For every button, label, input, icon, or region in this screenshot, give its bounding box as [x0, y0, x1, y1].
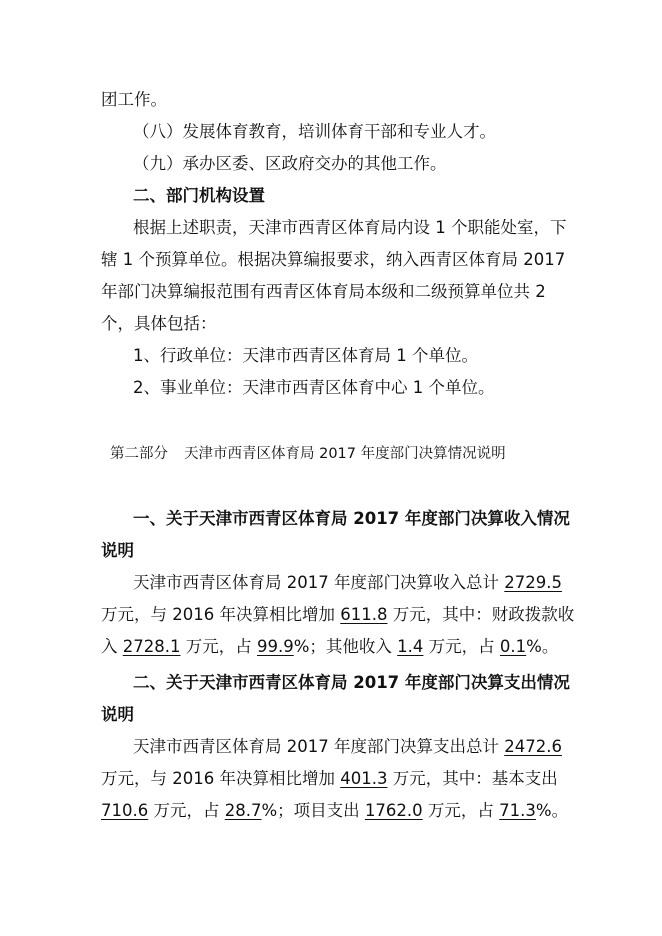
fiscal-income-pct: 99.9 [256, 637, 294, 656]
expense-heading: 二、关于天津市西青区体育局 2017 年度部门决算支出情况 [133, 673, 570, 692]
part-title-text: 天津市西青区体育局 2017 年度部门决算情况说明 [184, 446, 506, 462]
list-item: 1、行政单位：天津市西青区体育局 1 个单位。 [133, 346, 478, 365]
text-line: 团工作。 [101, 90, 167, 109]
income-increase: 611.8 [340, 605, 388, 624]
income-total: 2729.5 [504, 573, 562, 592]
list-item-9: （九）承办区委、区政府交办的其他工作。 [133, 154, 447, 173]
income-paragraph-line: 天津市西青区体育局 2017 年度部门决算收入总计 2729.5 [133, 573, 562, 592]
list-item-8: （八）发展体育教育，培训体育干部和专业人才。 [133, 122, 496, 141]
part-label: 第二部分 [110, 446, 168, 462]
other-income-pct: 0.1 [499, 637, 527, 656]
expense-heading-cont: 说明 [101, 705, 134, 724]
expense-total: 2472.6 [504, 737, 562, 756]
paragraph-line: 根据上述职责，天津市西青区体育局内设 1 个职能处室，下 [133, 218, 567, 237]
project-expense-pct: 71.3 [499, 801, 536, 820]
basic-expense: 710.6 [101, 801, 149, 820]
expense-paragraph-line: 天津市西青区体育局 2017 年度部门决算支出总计 2472.6 [133, 737, 562, 756]
expense-paragraph-line: 710.6 万元，占 28.7%；项目支出 1762.0 万元，占 71.3%。 [101, 801, 569, 820]
project-expense: 1762.0 [364, 801, 423, 820]
paragraph-line: 辖 1 个预算单位。根据决算编报要求，纳入西青区体育局 2017 [101, 250, 566, 269]
other-income: 1.4 [397, 637, 424, 656]
basic-expense-pct: 28.7 [224, 801, 262, 820]
paragraph-line: 年部门决算编报范围有西青区体育局本级和二级预算单位共 2 [101, 282, 546, 301]
section-heading: 二、部门机构设置 [133, 186, 265, 205]
income-paragraph-line: 万元，与 2016 年决算相比增加 611.8 万元，其中：财政拨款收 [101, 605, 575, 624]
paragraph-line: 个，具体包括： [101, 314, 217, 333]
fiscal-income: 2728.1 [122, 637, 181, 656]
income-heading-cont: 说明 [101, 541, 134, 560]
list-item: 2、事业单位：天津市西青区体育中心 1 个单位。 [133, 378, 495, 397]
expense-paragraph-line: 万元，与 2016 年决算相比增加 401.3 万元，其中：基本支出 [101, 769, 558, 788]
expense-increase: 401.3 [340, 769, 388, 788]
income-heading: 一、关于天津市西青区体育局 2017 年度部门决算收入情况 [133, 509, 570, 528]
income-paragraph-line: 入 2728.1 万元，占 99.9%；其他收入 1.4 万元，占 0.1%。 [101, 637, 559, 656]
part-title [110, 438, 506, 470]
